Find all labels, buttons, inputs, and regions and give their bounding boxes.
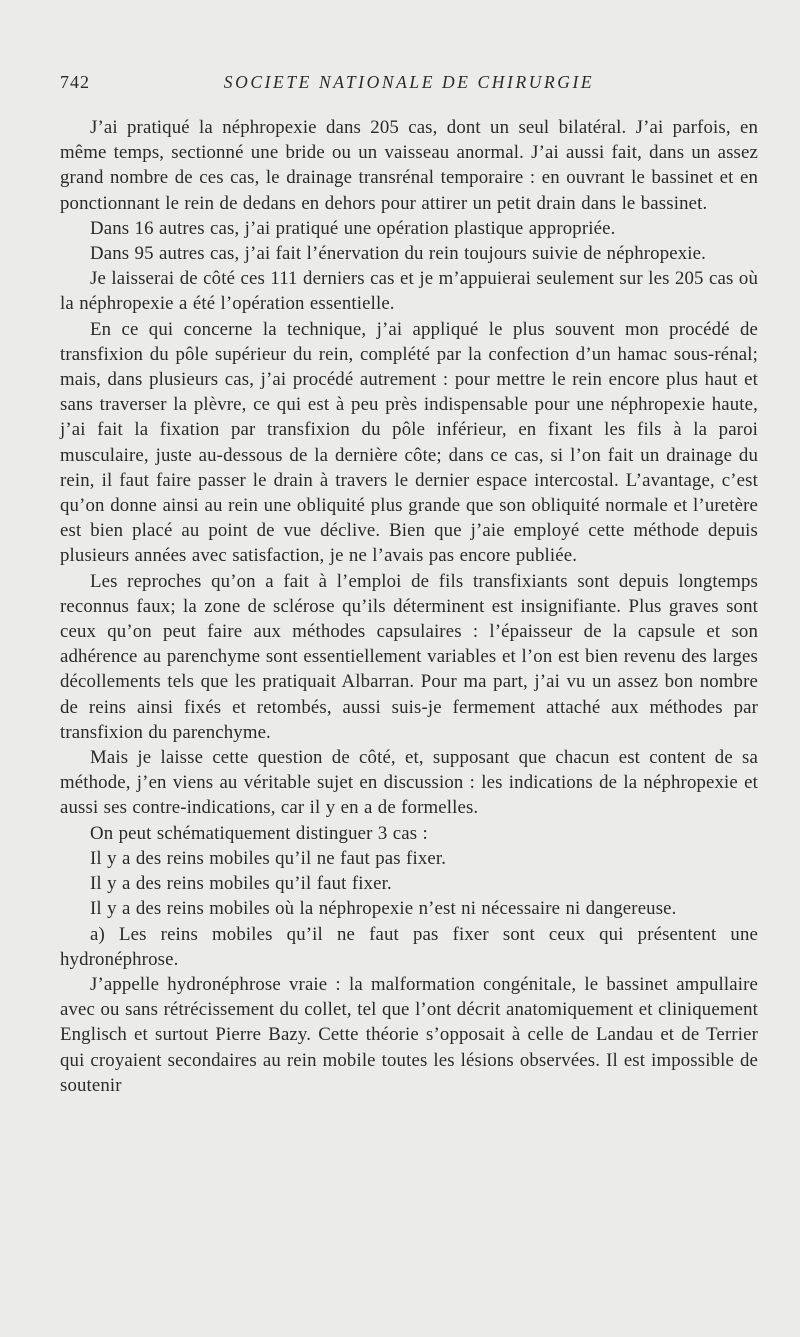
paragraph: J’ai pratiqué la néphropexie dans 205 cas, dont un seul bilatéral. J’ai parfois, en même temps, sectionné une bride ou un vaisseau anormal. J’ai aussi fait, dans un assez grand nombre de ces cas, le drainage transrénal temporaire : en ouvrant le bassinet et en ponctionnant le rein de dedans en dehors pour attirer un petit drain dans le bassinet. <box>60 117 758 214</box>
paragraph: Il y a des reins mobiles où la néphropexie n’est ni nécessaire ni dangereuse. <box>90 898 677 920</box>
paragraph: On peut schématiquement distinguer 3 cas : <box>90 822 428 844</box>
page-header <box>60 72 758 96</box>
paragraph: Je laisserai de côté ces 111 derniers cas et je m’appuierai seulement sur les 205 cas où la néphropexie a été l’opération essentielle. <box>60 268 758 315</box>
paragraph: a) Les reins mobiles qu’il ne faut pas fixer sont ceux qui présentent une hydronéphrose. <box>60 923 758 970</box>
paragraph: Les reproches qu’on a fait à l’emploi de fils transfixiants sont depuis longtemps reconnus faux; la zone de sclérose qu’ils déterminent est insignifiante. Plus graves sont ceux qu’on peut faire aux méthodes capsulaires : l’épaisseur de la capsule et son adhérence au parenchyme sont essentiellement variables et l’on est bien revenu des larges décollements tels que les pratiquait Albarran. Pour ma part, j’ai vu un assez bon nombre de reins ainsi fixés et retombés, aussi suis-je fermement attaché aux méthodes par transfixion du parenchyme. <box>60 570 758 743</box>
running-title: SOCIETE NATIONALE DE CHIRURGIE <box>223 72 595 92</box>
paragraph: Il y a des reins mobiles qu’il ne faut pas fixer. <box>90 847 447 869</box>
page-number: 742 <box>60 72 90 92</box>
paragraph: En ce qui concerne la technique, j’ai appliqué le plus souvent mon procédé de transfixion du pôle supérieur du rein, complété par la confection d’un hamac sous-rénal; mais, dans plusieurs cas, j’ai procédé autrement : pour mettre le rein encore plus haut et sans traverser la plèvre, ce qui est à peu près indispensable pour une néphropexie haute, j’ai fait la fixation par transfixion du pôle inférieur, en fixant les fils à la paroi musculaire, juste au-dessous de la dernière côte; dans ce cas, si l’on fait un drainage du rein, il faut faire passer le drain à travers le dernier espace intercostal. L’avantage, c’est qu’on donne ainsi au rein une obliquité plus grande que son obliquité normale et l’uretère est bien placé au point de vue déclive. Bien que j’aie employé cette méthode depuis plusieurs années avec satisfaction, je ne l’avais pas encore publiée. <box>60 318 758 567</box>
paragraph: Dans 16 autres cas, j’ai pratiqué une opération plastique appropriée. <box>90 217 616 239</box>
paragraph: Mais je laisse cette question de côté, et, supposant que chacun est content de sa méthode, j’en viens au véritable sujet en discussion : les indications de la néphropexie et aussi ses contre-indications, car il y en a de formelles. <box>60 747 758 819</box>
body-text <box>60 115 758 1098</box>
paragraph: J’appelle hydronéphrose vraie : la malformation congénitale, le bassinet ampullaire avec ou sans rétrécissement du collet, tel que l’ont décrit anatomiquement et cliniquement Englisch et surtout Pierre Bazy. Cette théorie s’opposait à celle de Landau et de Terrier qui croyaient secondaires au rein mobile toutes les lésions observées. Il est impossible de soutenir <box>60 973 758 1096</box>
paragraph: Il y a des reins mobiles qu’il faut fixer. <box>90 873 392 895</box>
paragraph: Dans 95 autres cas, j’ai fait l’énervation du rein toujours suivie de néphropexie. <box>90 243 706 265</box>
